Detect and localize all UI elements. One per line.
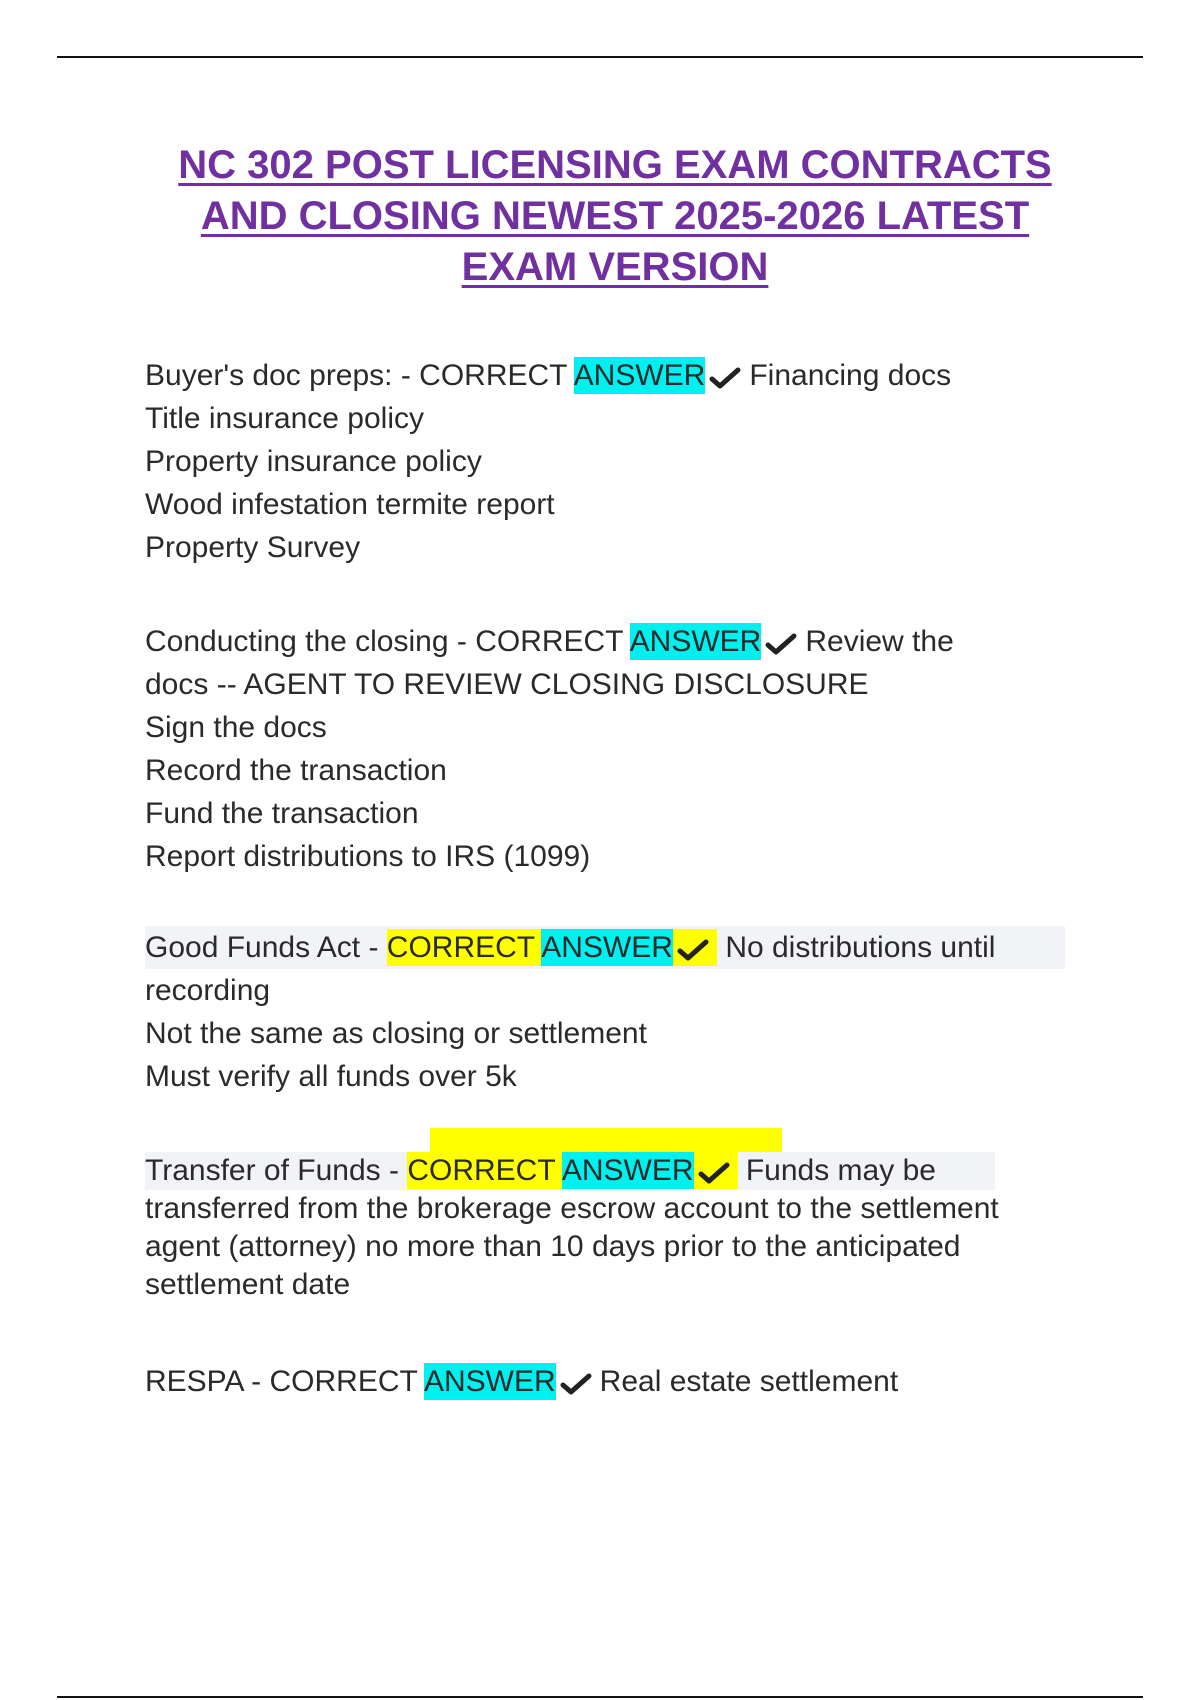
qa-block-good-funds-act: [145, 926, 1085, 1098]
answer-line: Fund the transaction: [145, 797, 419, 830]
answer-text: Financing docs: [749, 359, 952, 392]
qa-block-buyers-doc-preps: [145, 354, 1085, 569]
question-text: RESPA - CORRECT: [145, 1365, 418, 1398]
checkmark-icon: [677, 939, 709, 961]
title-line-3: EXAM VERSION: [461, 245, 769, 289]
correct-text: CORRECT: [386, 931, 535, 964]
answer-line: Wood infestation termite report: [145, 488, 555, 521]
bottom-rule: [57, 1696, 1143, 1698]
top-rule: [57, 56, 1143, 58]
answer-label: ANSWER: [541, 931, 673, 964]
qa-block-respa: [145, 1360, 1085, 1403]
qa-block-transfer-of-funds: [145, 1152, 1085, 1304]
answer-line: agent (attorney) no more than 10 days prior to the anticipated: [145, 1230, 961, 1263]
answer-line: docs -- AGENT TO REVIEW CLOSING DISCLOSURE: [145, 668, 869, 701]
answer-line: Record the transaction: [145, 754, 447, 787]
answer-text: No distributions until: [725, 931, 996, 964]
document-title: [120, 140, 1110, 293]
answer-line: Sign the docs: [145, 711, 327, 744]
highlight-tab: [430, 1128, 782, 1154]
question-text: Good Funds Act -: [145, 931, 379, 964]
title-line-2: AND CLOSING NEWEST 2025-2026 LATEST: [200, 194, 1030, 238]
answer-text: Review the: [805, 625, 954, 658]
answer-text: Real estate settlement: [599, 1365, 899, 1398]
qa-first-line: [145, 354, 1085, 397]
correct-label: [387, 929, 717, 966]
answer-line: transferred from the brokerage escrow account to the settlement: [145, 1192, 999, 1225]
qa-first-line: [145, 620, 1085, 663]
answer-text: Funds may be: [745, 1154, 936, 1187]
answer-label: ANSWER: [629, 625, 762, 658]
answer-label: ANSWER: [561, 1154, 694, 1187]
checkmark-icon: [698, 1162, 730, 1184]
answer-line: Property Survey: [145, 531, 361, 564]
answer-line: recording: [145, 974, 271, 1007]
question-text: Transfer of Funds -: [145, 1154, 399, 1187]
answer-line: Must verify all funds over 5k: [145, 1060, 517, 1093]
title-line-1: NC 302 POST LICENSING EXAM CONTRACTS: [178, 143, 1052, 187]
qa-block-conducting-closing: [145, 620, 1085, 878]
answer-line: Title insurance policy: [145, 402, 425, 435]
correct-label: [407, 1152, 737, 1189]
checkmark-icon: [765, 633, 797, 655]
answer-label: ANSWER: [573, 359, 706, 392]
qa-first-line: [145, 926, 1065, 969]
question-text: Buyer's doc preps: - CORRECT: [145, 359, 567, 392]
checkmark-icon: [560, 1373, 592, 1395]
qa-first-line: [145, 1360, 1085, 1403]
answer-label: ANSWER: [423, 1365, 556, 1398]
answer-line: settlement date: [145, 1268, 351, 1301]
answer-line: Property insurance policy: [145, 445, 482, 478]
answer-line: Not the same as closing or settlement: [145, 1017, 647, 1050]
question-text: Conducting the closing - CORRECT: [145, 625, 623, 658]
qa-first-line: [145, 1152, 995, 1190]
checkmark-icon: [709, 367, 741, 389]
answer-line: Report distributions to IRS (1099): [145, 840, 591, 873]
correct-text: CORRECT: [407, 1154, 556, 1187]
